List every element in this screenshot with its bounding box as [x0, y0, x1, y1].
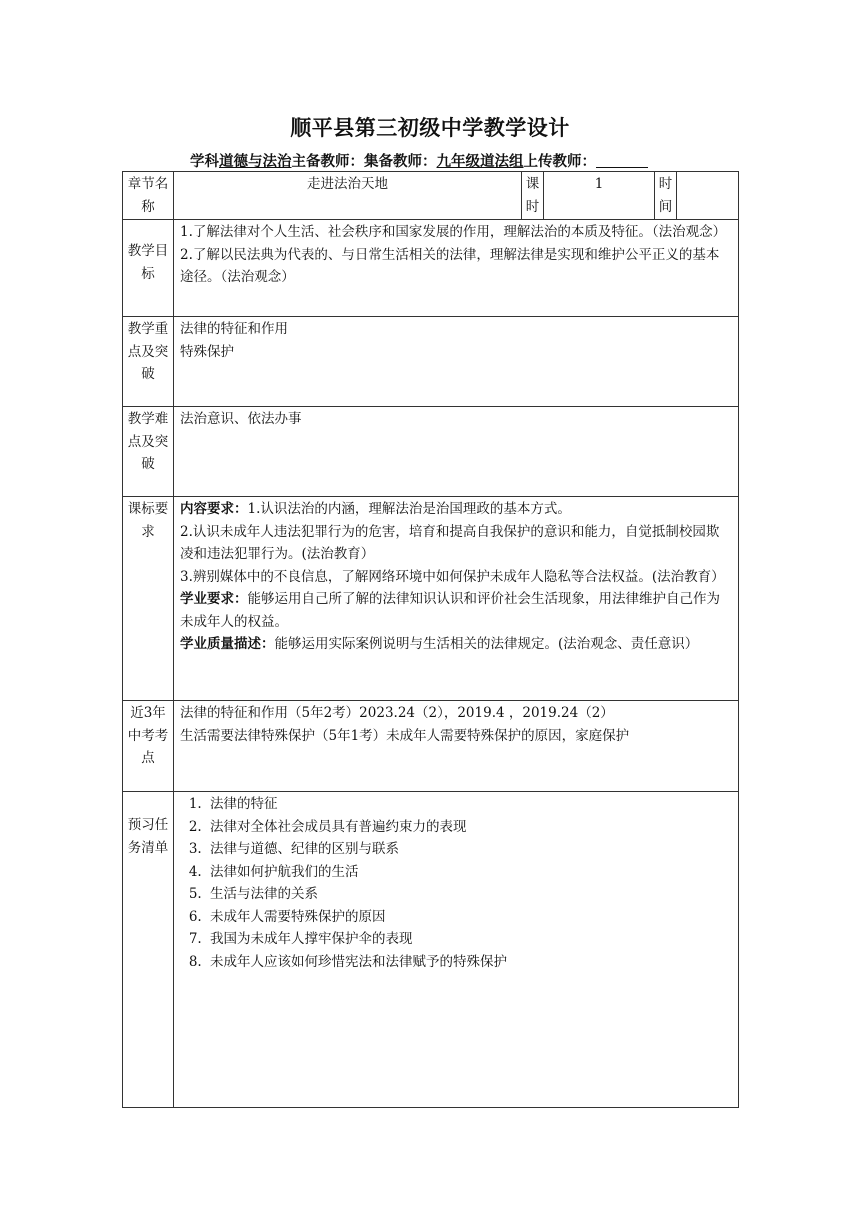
list-item: 5. 生活与法律的关系 — [206, 883, 732, 906]
content-req-1: 1.认识法治的内涵，理解法治是治国理政的基本方式。 — [247, 501, 571, 517]
period-value: 1 — [544, 172, 655, 220]
row-preview — [123, 792, 739, 1108]
list-item: 7. 我国为未成年人撑牢保护伞的表现 — [206, 928, 732, 951]
list-item: 3. 法律与道德、纪律的区别与联系 — [206, 838, 732, 861]
chapter-label: 章节名称 — [123, 172, 174, 220]
key-points-content — [174, 317, 739, 407]
preview-list — [180, 793, 732, 973]
key-points-label: 教学重点及突破 — [123, 317, 174, 407]
row-exam — [123, 701, 739, 792]
exam-line: 法律的特征和作用（5年2考）2023.24（2），2019.4 ，2019.24（2） — [180, 705, 614, 721]
list-item: 4. 法律如何护航我们的生活 — [206, 861, 732, 884]
upload-teacher-blank — [596, 152, 648, 168]
list-item: 2. 法律对全体社会成员具有普遍约束力的表现 — [206, 816, 732, 839]
list-item: 8. 未成年人应该如何珍惜宪法和法律赋予的特殊保护 — [206, 951, 732, 974]
header-info-line — [190, 150, 648, 171]
objective-line: 2.了解以民法典为代表的、与日常生活相关的法律，理解法律是实现和维护公平正义的基本途径。（法治观念） — [180, 246, 720, 285]
row-standards — [123, 497, 739, 701]
subject-label: 学科 — [190, 154, 219, 170]
preview-label: 预习任务清单 — [123, 792, 174, 1108]
exam-line: 生活需要法律特殊保护（5年1考）未成年人需要特殊保护的原因，家庭保护 — [180, 727, 630, 744]
row-difficulties — [123, 407, 739, 497]
key-point-line: 特殊保护 — [180, 343, 234, 360]
subject-value: 道德与法治 — [219, 154, 292, 170]
quality-desc-text: 能够运用实际案例说明与生活相关的法律规定。(法治观念、责任意识） — [274, 636, 699, 652]
exam-content — [174, 701, 739, 792]
list-item: 1. 法律的特征 — [206, 793, 732, 816]
key-point-line: 法律的特征和作用 — [180, 321, 288, 337]
difficulties-content — [174, 407, 739, 497]
academic-req-label: 学业要求： — [180, 591, 248, 607]
main-teacher-label: 主备教师： — [291, 154, 364, 170]
content-req-3: 3.辨别媒体中的不良信息，了解网络环境中如何保护未成年人隐私等合法权益。(法治教育） — [180, 568, 725, 585]
exam-label: 近3年中考考点 — [123, 701, 174, 792]
difficulty-line: 法治意识、依法办事 — [180, 411, 302, 427]
content-req-2: 2.认识未成年人违法犯罪行为的危害，培育和提高自我保护的意识和能力，自觉抵制校园欺凌和违法犯罪行为。(法治教育） — [180, 523, 720, 562]
lesson-plan-table — [122, 171, 739, 1108]
row-key-points — [123, 317, 739, 407]
objectives-label: 教学目标 — [123, 220, 174, 317]
standards-content — [174, 497, 739, 701]
upload-teacher-label: 上传教师： — [523, 154, 596, 170]
co-teacher-label: 集备教师： — [364, 154, 437, 170]
objective-line: 1.了解法律对个人生活、社会秩序和国家发展的作用，理解法治的本质及特征。（法治观念） — [180, 224, 727, 240]
chapter-value: 走进法治天地 — [174, 172, 522, 220]
difficulties-label: 教学难点及突破 — [123, 407, 174, 497]
row-objectives — [123, 220, 739, 317]
standards-label: 课标要求 — [123, 497, 174, 701]
list-item: 6. 未成年人需要特殊保护的原因 — [206, 906, 732, 929]
row-chapter — [123, 172, 739, 220]
co-teacher-value: 九年级道法组 — [436, 154, 524, 170]
objectives-content — [174, 220, 739, 317]
academic-req-text: 能够运用自己所了解的法律知识认识和评价社会生活现象，用法律维护自己作为未成年人的权益。 — [180, 591, 720, 630]
time-label: 时间 — [655, 172, 677, 220]
content-req-label: 内容要求： — [180, 501, 248, 517]
time-value — [677, 172, 739, 220]
period-label: 课时 — [522, 172, 544, 220]
page-title: 顺平县第三初级中学教学设计 — [290, 116, 570, 140]
preview-content — [174, 792, 739, 1108]
quality-desc-label: 学业质量描述： — [180, 636, 275, 652]
